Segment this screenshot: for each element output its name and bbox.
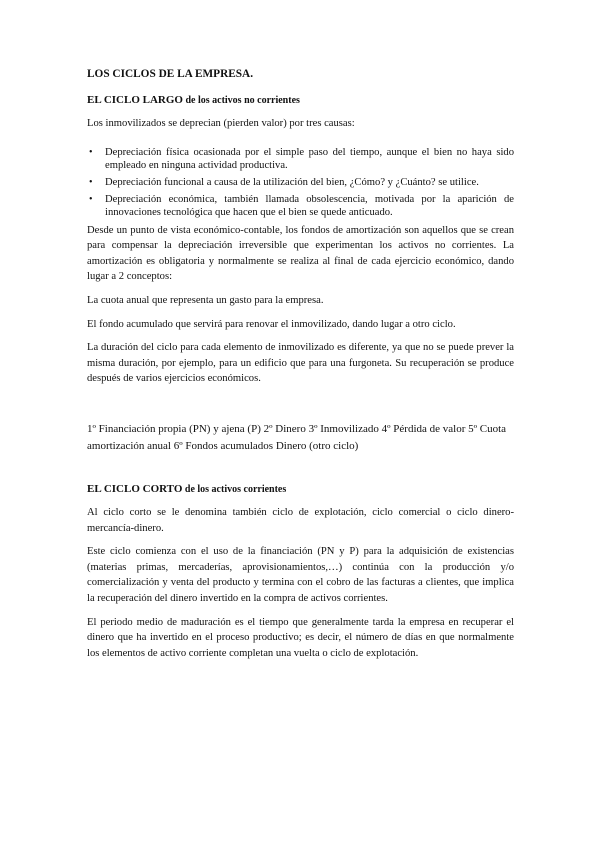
long-cycle-heading <box>87 94 514 106</box>
list-item <box>87 146 514 172</box>
short-cycle-definition: Al ciclo corto se le denomina también ciclo de explotación, ciclo comercial o ciclo dinero-mercancía-dinero. <box>87 506 514 534</box>
bullet-icon: • <box>89 193 93 205</box>
list-item-text: Depreciación física ocasionada por el simple paso del tiempo, aunque el bien no haya sido empleado en ninguna actividad productiva. <box>105 146 514 171</box>
depreciation-causes-list <box>87 146 514 219</box>
short-cycle-heading <box>87 483 514 495</box>
short-cycle-heading-strong: EL CICLO CORTO <box>87 482 183 495</box>
short-cycle-process: Este ciclo comienza con el uso de la financiación (PN y P) para la adquisición de existencias (materias primas, mercaderías, aprovisionamientos,…) continúa con la producción y/o comercialización y venta del producto y termina con el cobro de las facturas a clientes, que implica la recuperación del dinero invertido en la compra de activos corrientes. <box>87 546 514 604</box>
list-item <box>87 193 514 219</box>
document-title: LOS CICLOS DE LA EMPRESA. <box>87 68 254 80</box>
maturation-period-paragraph: El periodo medio de maduración es el tiempo que generalmente tarda la empresa en recuperar el dinero que ha invertido en el proceso productivo; es decir, el número de días en que normalmente los elementos de activo corriente completan una vuelta o ciclo de explotación. <box>87 616 514 659</box>
long-cycle-heading-strong: EL CICLO LARGO <box>87 94 183 106</box>
list-item-text: Depreciación funcional a causa de la utilización del bien, ¿Cómo? y ¿Cuánto? se utilice. <box>105 176 479 188</box>
bullet-icon: • <box>89 176 93 188</box>
list-item-text: Depreciación económica, también llamada obsolescencia, motivada por la aparición de innovaciones tecnológica que hacen que el bien se quede anticuado. <box>105 193 514 218</box>
annual-fee-paragraph: La cuota anual que representa un gasto para la empresa. <box>87 294 324 306</box>
short-cycle-heading-rest: de los activos corrientes <box>182 483 287 495</box>
long-cycle-sequence: 1º Financiación propia (PN) y ajena (P) 2º Dinero 3º Inmovilizado 4º Pérdida de valor 5º Cuota amortización anual 6º Fondos acumulados Dinero (otro ciclo) <box>87 422 507 452</box>
accumulated-fund-paragraph: El fondo acumulado que servirá para renovar el inmovilizado, dando lugar a otro ciclo. <box>87 318 456 330</box>
cycle-duration-paragraph: La duración del ciclo para cada elemento de inmovilizado es diferente, ya que no se puede prever la misma duración, por ejemplo, para un edificio que para una furgoneta. Su recuperación se produce después de varios ejercicios económicos. <box>87 342 514 385</box>
long-cycle-heading-rest: de los activos no corrientes <box>182 95 300 106</box>
list-item <box>87 176 514 189</box>
document-page <box>87 68 514 661</box>
amortization-paragraph: Desde un punto de vista económico-contable, los fondos de amortización son aquellos que se crean para compensar la depreciación irreversible que experimentan los activos no corrientes. La amortización es obligatoria y normalmente se realiza al final de cada ejercicio económico, dando lugar a 2 conceptos: <box>87 224 514 283</box>
bullet-icon: • <box>89 146 93 158</box>
long-cycle-intro: Los inmovilizados se deprecian (pierden valor) por tres causas: <box>87 118 355 129</box>
